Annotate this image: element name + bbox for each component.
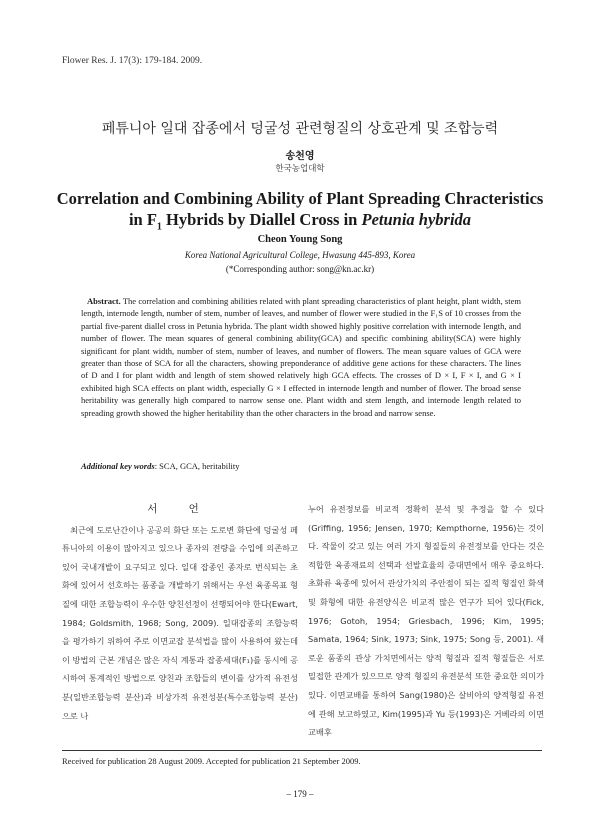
english-title (40, 188, 560, 237)
journal-reference: Flower Res. J. 17(3): 179-184. 2009. (62, 56, 203, 66)
body-column-left (62, 500, 298, 725)
title-part-b: Hybrids by Diallel Cross in (161, 210, 362, 229)
corresponding-author: (*Corresponding author: song@kn.ac.kr) (225, 264, 375, 274)
korean-title: 페튜니아 일대 잡종에서 덩굴성 관련형질의 상호관계 및 조합능력 (101, 121, 499, 137)
abstract-label: Abstract. (87, 296, 121, 306)
abstract-text: The correlation and combining abilities related with plant spreading characteristics of plant height, plant width, stem length, internode length, number of stem, number of leaves, and number of flower were studied in the F₁S of 10 crosses from the partial five-parent diallel cross in Petunia hybrida. The plant width showed highly positive correlation with internode length, and number of flower. The mean squares of general combining ability(GCA) and specific combining ability(SCA) were highly significant for plant width, number of stem, number of leaves, and number of flowers. The mean square values of GCA were greater than those of SCA for all the characters, showing preponderance of additive gene actions for these characters. The lines of D and I for plant width and length of stem showed relatively high GCA effects. The crosses of D × I, F × I, and G × I exhibited high SCA effects on plant width, especially G × I effected in internode length and number of flower. The broad sense heritability was generally high compared to narrow sense one. Plant width and stem length, and internode length related to spreading growth showed the higher heritability than the other characters in the broad and narrow sense. (81, 296, 521, 418)
korean-author: 송천영 (285, 151, 315, 162)
english-affiliation: Korea National Agricultural College, Hwasung 445-893, Korea (184, 250, 416, 260)
intro-paragraph-left: 최근에 도로난간이나 공공의 화단 또는 도로변 화단에 덩굴성 페튜니아의 이용이 많아지고 있으나 종자의 전량을 수입에 의존하고 있어 국내개발이 요구되고 있다. 일대 잡종인 종자로 번식되는 초화에 있어서 선호하는 품종을 개발하기 위해서는 우선 육종목표 형질에 대한 조합능력이 우수한 양친선정이 선행되어야 한다(Ewart, 1984; Goldsmith, 1968; Song, 2009). 일대잡종의 조합능력을 평가하기 위하여 주로 이면교잡 분석법을 많이 사용하여 왔는데 이 방법의 근본 개념은 많은 자식 계통과 잡종세대(F₁)를 동시에 공시하여 통계적인 방법으로 양친과 조합들의 변이를 상가적 유전성분(일반조합능력 분산)과 비상가적 유전성분(특수조합능력 분산)으로 나 (62, 524, 298, 721)
key-words-text: : SCA, GCA, heritability (154, 461, 240, 471)
abstract (81, 295, 521, 419)
title-subscript: 1 (156, 221, 162, 233)
korean-affiliation: 한국농업대학 (275, 164, 325, 174)
key-words-label: Additional key words (81, 461, 155, 471)
english-title-line1: Correlation and Combining Ability of Plant Spreading Chracteristics (56, 189, 544, 208)
title-species: Petunia hybrida (361, 210, 472, 229)
received-note: Received for publication 28 August 2009. Accepted for publication 21 September 2009. (62, 756, 361, 766)
english-author: Cheon Young Song (257, 234, 343, 245)
body-column-right (308, 500, 544, 742)
intro-paragraph-right: 누어 유전정보를 비교적 정확히 분석 및 추정을 할 수 있다(Griffing, 1956; Jensen, 1970; Kempthorne, 1956)는 것이다. 작물이 갖고 있는 여러 가지 형질들의 유전정보를 안다는 것은 적합한 육종재료의 선택과 선발효율의 증대면에서 매우 중요하다. 초화류 육종에 있어서 관상가치의 주안점이 되는 질적 형질인 화색 및 화형에 대한 유전양식은 비교적 많은 연구가 되어 있다(Fick, 1976; Gotoh, 1954; Griesbach, 1996; Kim, 1995; Samata, 1964; Sink, 1973; Sink, 1975; Song 등, 2001). 새로운 품종의 관상 가치면에서는 양적 형질과 질적 형질들은 서로 밀접한 관계가 있으므로 양적 형질의 유전분석 또한 중요한 의미가 있다. 이면교배를 통하여 Sang(1980)은 살비아의 양적형질 유전에 관해 보고하였고, Kim(1995)과 Yu 등(1993)은 거베라의 이면 교배후 (308, 504, 544, 738)
title-part-a: in F (128, 210, 157, 229)
footnote-divider (62, 750, 542, 751)
key-words (81, 461, 239, 471)
page-number: – 179 – (286, 789, 314, 799)
section-heading-intro: 서 언 (147, 503, 213, 515)
